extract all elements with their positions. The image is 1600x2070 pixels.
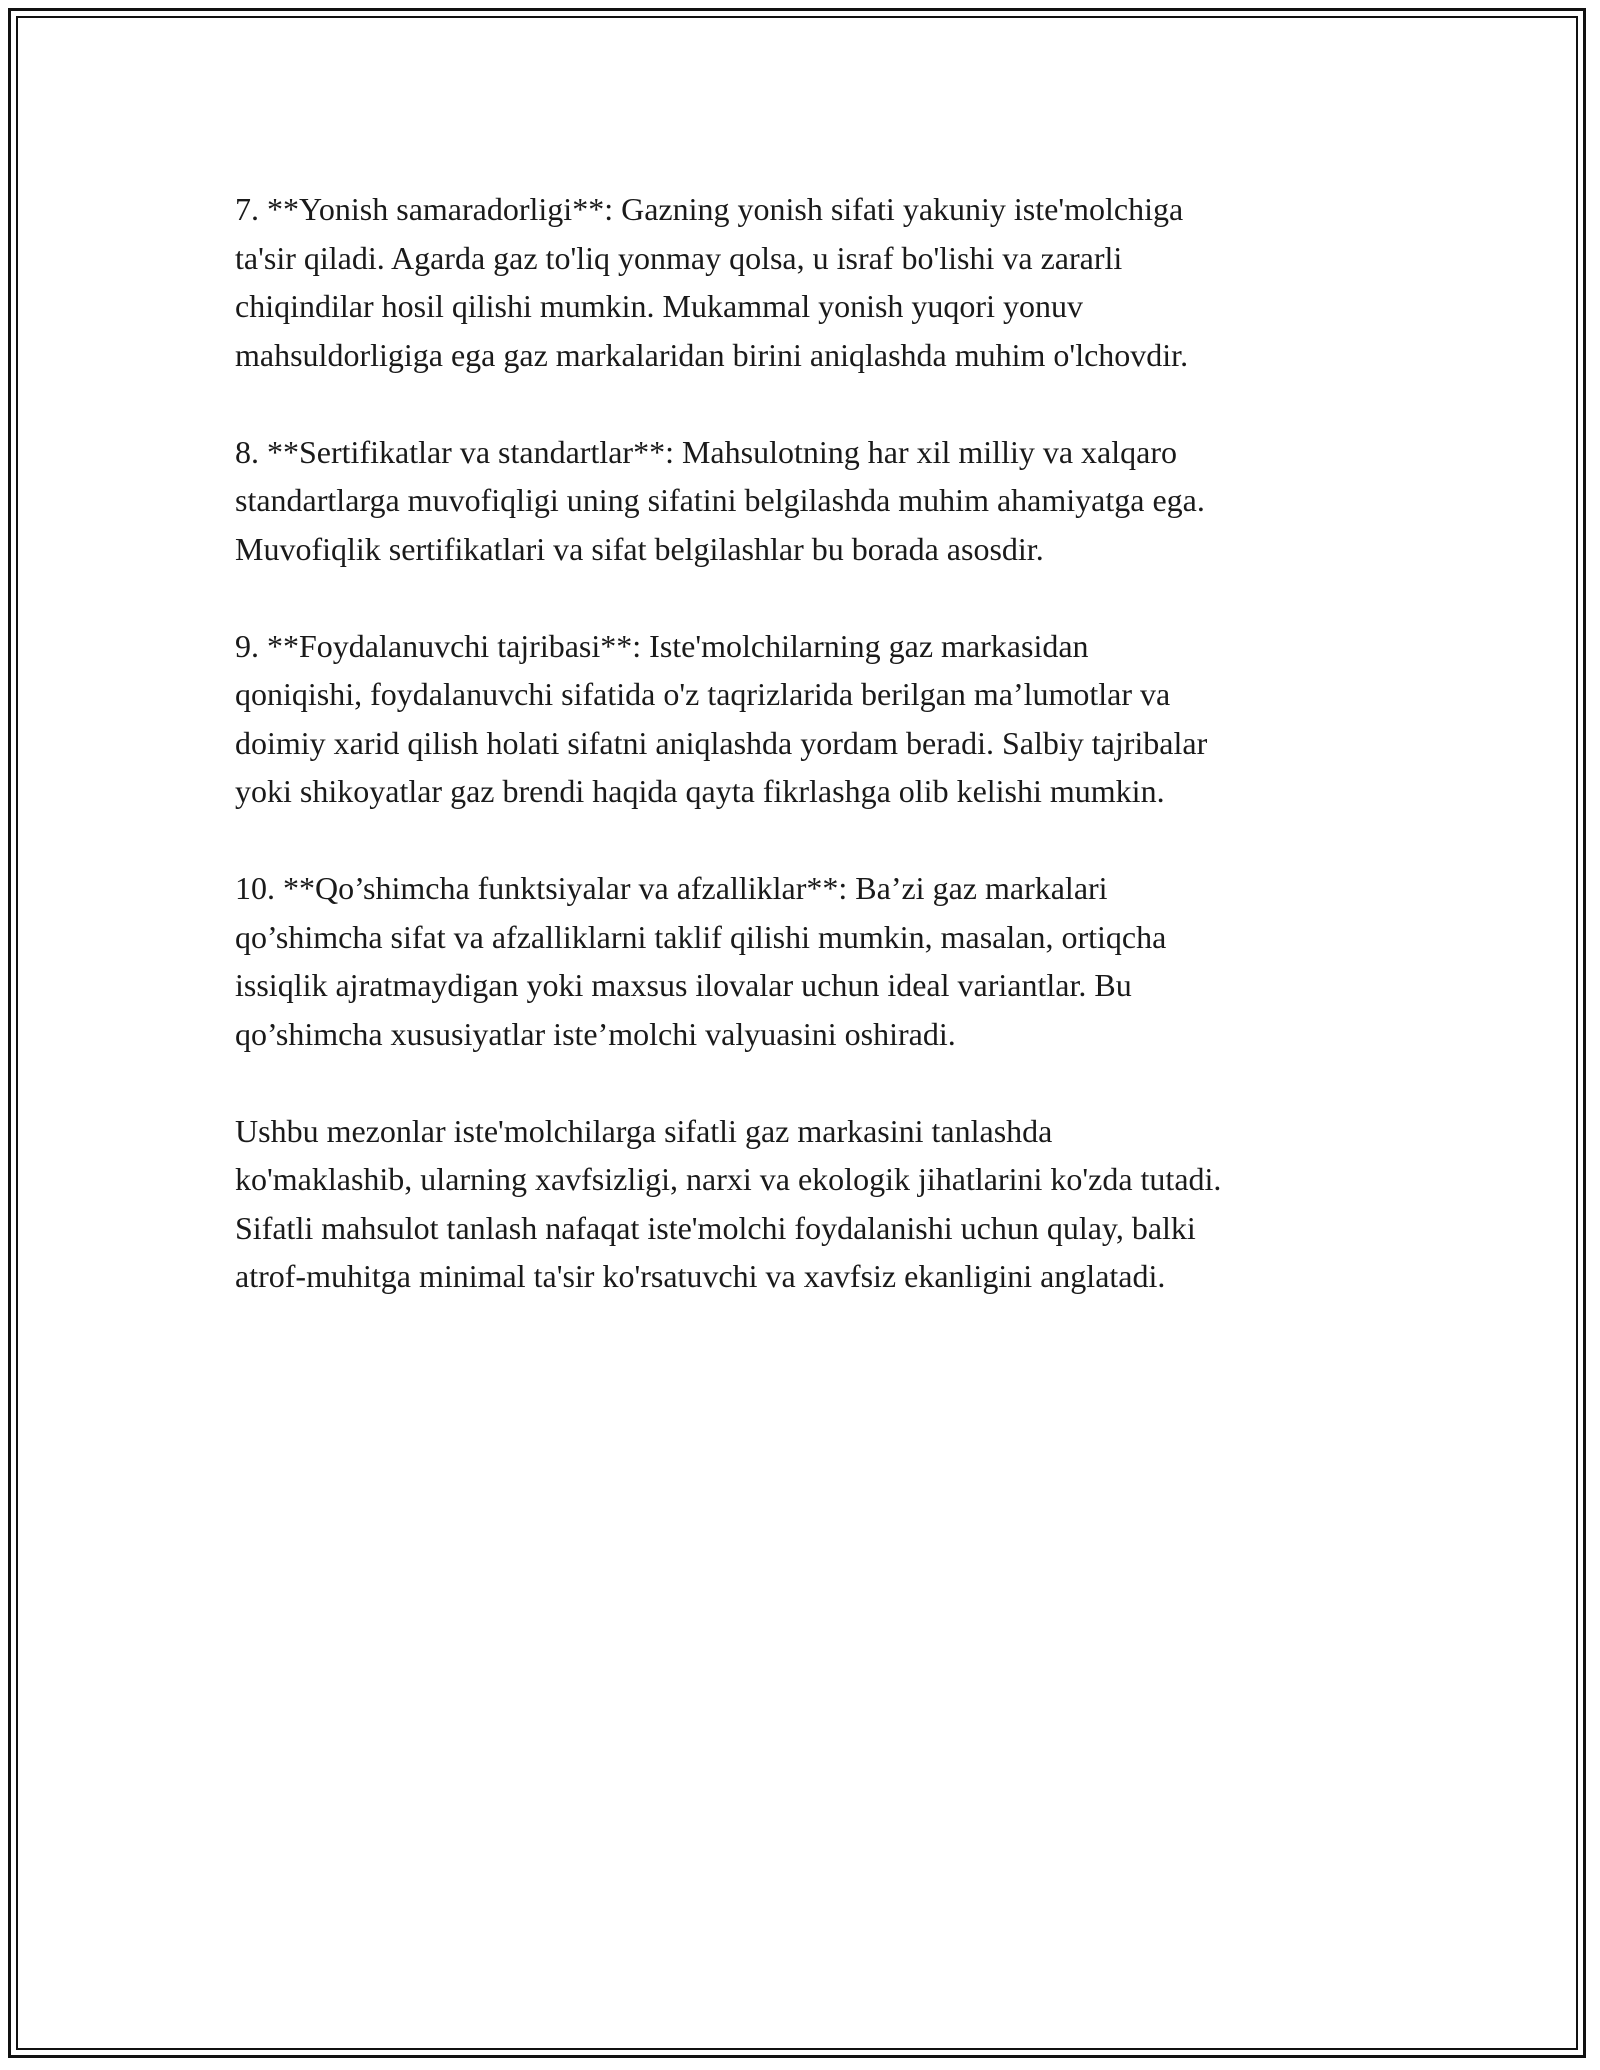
text-line: qo’shimcha sifat va afzalliklarni taklif qilishi mumkin, masalan, ortiqcha [235,918,1167,955]
paragraph-combustion-efficiency [235,185,1400,379]
paragraph-conclusion [235,1107,1400,1301]
text-line: Sifatli mahsulot tanlash nafaqat iste'molchi foydalanishi uchun qulay, balki [235,1209,1196,1246]
text-line: 10. **Qo’shimcha funktsiyalar va afzalliklar**: Ba’zi gaz markalari [235,870,1108,906]
text-line: 9. **Foydalanuvchi tajribasi**: Iste'molchilarning gaz markasidan [235,627,1089,664]
text-line: mahsuldorligiga ega gaz markalaridan birini aniqlashda muhim o'lchovdir. [235,336,1189,373]
text-line: issiqlik ajratmaydigan yoki maxsus ilovalar uchun ideal variantlar. Bu [235,967,1132,1003]
text-line: chiqindilar hosil qilishi mumkin. Mukammal yonish yuqori yonuv [235,288,1083,324]
text-line: atrof-muhitga minimal ta'sir ko'rsatuvchi va xavfsiz ekanligini anglatadi. [235,1258,1166,1294]
text-line: 8. **Sertifikatlar va standartlar**: Mahsulotning har xil milliy va xalqaro [235,433,1177,470]
paragraph-additional-features [235,864,1400,1058]
text-line: qoniqishi, foydalanuvchi sifatida o'z taqrizlarida berilgan ma’lumotlar va [235,676,1171,712]
text-line: doimiy xarid qilish holati sifatni aniqlashda yordam beradi. Salbiy tajribalar [235,724,1208,761]
text-line: ko'maklashib, ularning xavfsizligi, narxi va ekologik jihatlarini ko'zda tutadi. [235,1161,1222,1197]
document-body [235,185,1400,1349]
text-line: standartlarga muvofiqligi uning sifatini belgilashda muhim ahamiyatga ega. [235,482,1205,518]
text-line: yoki shikoyatlar gaz brendi haqida qayta fikrlashga olib kelishi mumkin. [235,773,1165,809]
text-line: Muvofiqlik sertifikatlari va sifat belgilashlar bu borada asosdir. [235,530,1044,567]
text-line: Ushbu mezonlar iste'molchilarga sifatli gaz markasini tanlashda [235,1112,1053,1149]
paragraph-certificates-standards [235,428,1400,574]
paragraph-user-experience [235,622,1400,816]
text-line: ta'sir qiladi. Agarda gaz to'liq yonmay qolsa, u israf bo'lishi va zararli [235,239,1123,276]
text-line: qo’shimcha xususiyatlar iste’molchi valyuasini oshiradi. [235,1015,956,1052]
text-line: 7. **Yonish samaradorligi**: Gazning yonish sifati yakuniy iste'molchiga [235,191,1184,227]
